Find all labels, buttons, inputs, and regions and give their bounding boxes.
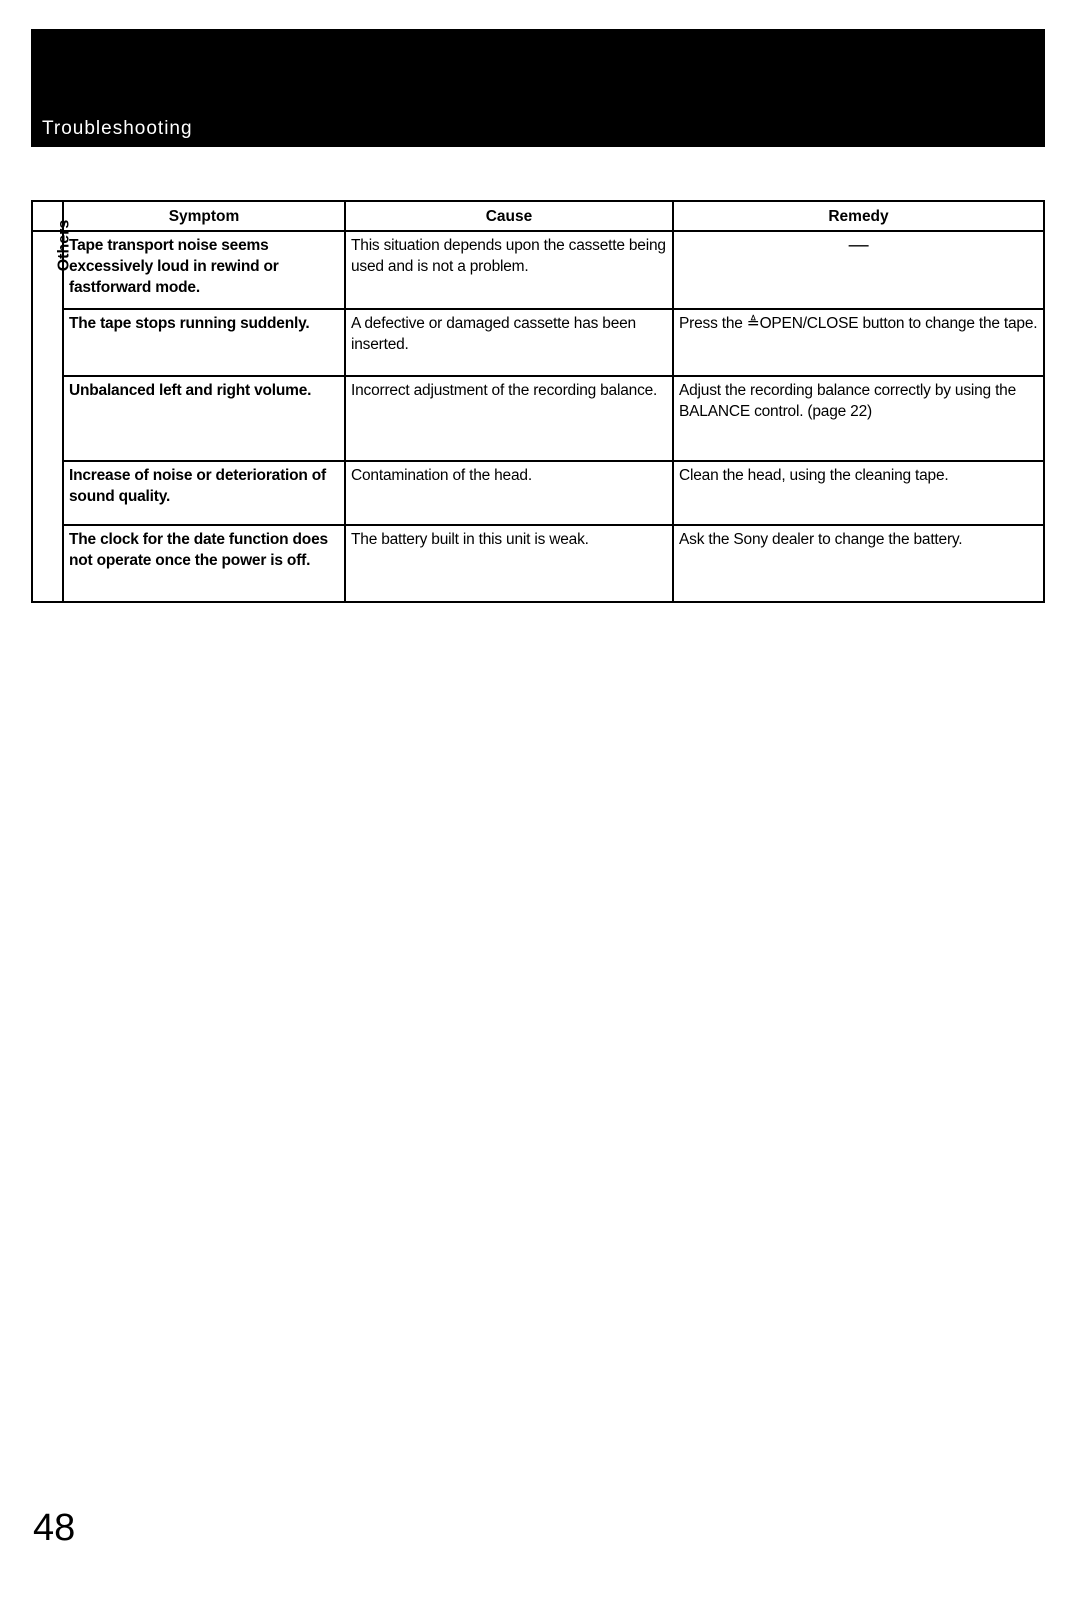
remedy-cell: Clean the head, using the cleaning tape. bbox=[673, 461, 1044, 525]
remedy-cell: Adjust the recording balance correctly by using the BALANCE control. (page 22) bbox=[673, 376, 1044, 461]
table-row bbox=[32, 309, 1044, 376]
page-number: 48 bbox=[33, 1507, 76, 1549]
remedy-cell: — bbox=[673, 231, 1044, 309]
cause-cell: Incorrect adjustment of the recording balance. bbox=[345, 376, 673, 461]
symptom-cell: Increase of noise or deterioration of sound quality. bbox=[63, 461, 345, 525]
troubleshooting-table bbox=[31, 200, 1045, 603]
cause-cell: This situation depends upon the cassette being used and is not a problem. bbox=[345, 231, 673, 309]
symptom-cell: The tape stops running suddenly. bbox=[63, 309, 345, 376]
remedy-cell: Ask the Sony dealer to change the battery. bbox=[673, 525, 1044, 602]
column-header-remedy: Remedy bbox=[673, 201, 1044, 231]
remedy-cell: Press the ≜OPEN/CLOSE button to change the tape. bbox=[673, 309, 1044, 376]
cause-cell: Contamination of the head. bbox=[345, 461, 673, 525]
category-cell bbox=[32, 219, 73, 602]
section-title: Troubleshooting bbox=[42, 118, 193, 139]
cause-cell: The battery built in this unit is weak. bbox=[345, 525, 673, 602]
table-row bbox=[32, 525, 1044, 602]
table-row bbox=[32, 231, 1044, 309]
symptom-cell: The clock for the date function does not operate once the power is off. bbox=[63, 525, 345, 602]
column-header-cause: Cause bbox=[345, 201, 673, 231]
table-row bbox=[32, 461, 1044, 525]
cause-cell: A defective or damaged cassette has been inserted. bbox=[345, 309, 673, 376]
table-header-row bbox=[32, 201, 1044, 231]
symptom-cell: Unbalanced left and right volume. bbox=[63, 376, 345, 461]
category-label: Others bbox=[55, 219, 73, 272]
table-row bbox=[32, 376, 1044, 461]
column-header-symptom: Symptom bbox=[63, 201, 345, 231]
symptom-cell: Tape transport noise seems excessively loud in rewind or fastforward mode. bbox=[63, 231, 345, 309]
